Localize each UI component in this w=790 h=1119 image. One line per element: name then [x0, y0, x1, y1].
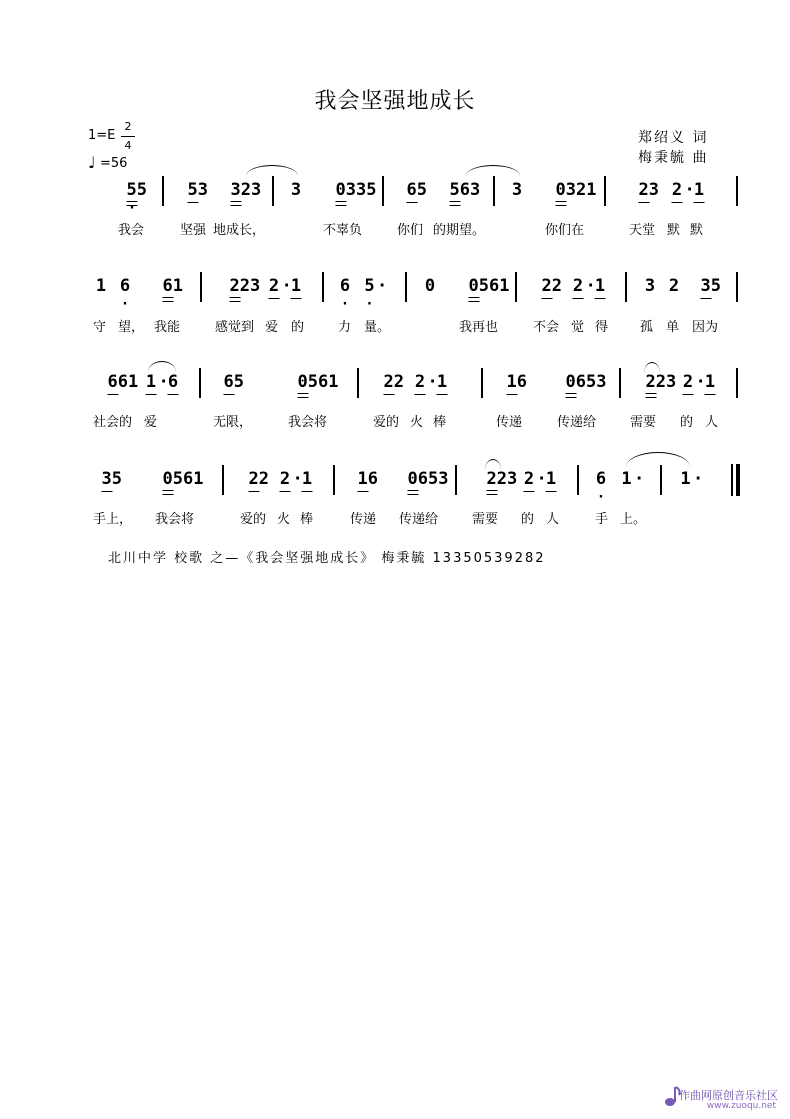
- dot-mark: ·: [634, 469, 645, 489]
- barline: [200, 272, 202, 302]
- barline: [660, 465, 662, 495]
- note: 2: [671, 180, 683, 200]
- barline: [162, 176, 164, 206]
- barline: [736, 368, 738, 398]
- note: 0321: [555, 180, 597, 200]
- lyric: 传递给: [399, 512, 439, 527]
- note: 3: [644, 276, 656, 296]
- lyric: 守: [93, 320, 107, 335]
- time-signature-top: 2: [124, 120, 132, 133]
- note: 1: [545, 469, 557, 489]
- note: 3: [290, 180, 302, 200]
- key-signature: 1=E: [88, 128, 116, 143]
- notes-group: [638, 180, 659, 200]
- note: 1: [436, 372, 448, 392]
- tie-slur: [626, 452, 690, 467]
- note: · 6: [120, 276, 131, 296]
- lyric: 天堂: [629, 223, 656, 238]
- lyric: 你们在: [545, 223, 585, 238]
- note: 1: [95, 276, 107, 296]
- note: 0335: [335, 180, 377, 200]
- tempo-value: =56: [100, 156, 128, 171]
- lyric: 量。: [364, 320, 391, 335]
- notes-pickup: [126, 180, 147, 200]
- note: 1: [290, 276, 302, 296]
- note: 35: [101, 469, 122, 489]
- notes-group: [406, 180, 427, 200]
- note: 1: [145, 372, 157, 392]
- notes-group: [512, 180, 523, 200]
- note: · 55: [127, 180, 138, 200]
- lyric: 需要: [630, 415, 657, 430]
- lyric: 爱: [265, 320, 279, 335]
- lyric: 觉: [571, 320, 585, 335]
- note: 1: [693, 180, 705, 200]
- lyric: 我会: [118, 223, 145, 238]
- note: 0561: [297, 372, 339, 392]
- lyric: 单: [666, 320, 680, 335]
- lyric: 地成长，: [213, 223, 266, 238]
- lyric: 的: [291, 320, 305, 335]
- lyric: 爱: [144, 415, 158, 430]
- lyric: 爱的: [240, 512, 267, 527]
- note: 223: [645, 372, 677, 392]
- lyric: 手上，: [93, 512, 133, 527]
- lyricist-credit: 郑绍义 词: [638, 130, 709, 146]
- note: 223: [229, 276, 261, 296]
- lyric: 默: [690, 223, 704, 238]
- barline: [481, 368, 483, 398]
- time-signature-bottom: 4: [124, 139, 132, 152]
- lyric: 人: [546, 512, 560, 527]
- lyric: 社会的: [93, 415, 133, 430]
- lyric: 我会将: [155, 512, 195, 527]
- note: 1: [680, 469, 691, 489]
- note: 0653: [407, 469, 449, 489]
- dot-mark: ·: [377, 276, 388, 296]
- dot-mark: ·: [585, 276, 596, 296]
- note: 223: [486, 469, 518, 489]
- note: 2: [523, 469, 535, 489]
- final-barline-thick: [736, 464, 740, 496]
- lyric: 火: [277, 512, 291, 527]
- lyric: 传递给: [557, 415, 597, 430]
- time-signature-line: [121, 136, 135, 137]
- barline: [272, 176, 274, 206]
- dot-mark: ·: [695, 372, 706, 392]
- note: 0: [424, 276, 436, 296]
- lyric: 传递: [496, 415, 523, 430]
- lyric: 力: [338, 320, 352, 335]
- note: 6: [167, 372, 179, 392]
- song-title: 我会坚强地成长: [314, 89, 476, 114]
- lyric: 需要: [472, 512, 499, 527]
- final-barline-thin: [731, 464, 733, 496]
- lyric: 的: [521, 512, 535, 527]
- lyric: 不会: [533, 320, 560, 335]
- lyric: 不辜负: [323, 223, 363, 238]
- note: 16: [357, 469, 378, 489]
- note: 3: [511, 180, 523, 200]
- tie-slur: [246, 165, 298, 176]
- barline: [382, 176, 384, 206]
- lyric: 传递: [350, 512, 377, 527]
- note: 563: [449, 180, 481, 200]
- lyric: 我再也: [459, 320, 499, 335]
- lyric: 感觉到: [215, 320, 255, 335]
- barline: [604, 176, 606, 206]
- lyric: 手: [595, 512, 609, 527]
- lyric: 无限，: [213, 415, 253, 430]
- note: 53: [187, 180, 208, 200]
- lyric: 的: [680, 415, 694, 430]
- lyric: 爱的: [373, 415, 400, 430]
- lyric: 棒: [300, 512, 314, 527]
- tie-slur: [466, 165, 520, 176]
- barline: [736, 176, 738, 206]
- dot-mark: ·: [292, 469, 303, 489]
- tie-slur: [148, 361, 176, 372]
- dot-mark: ·: [158, 372, 169, 392]
- notes-group: [335, 180, 377, 200]
- note: 661: [107, 372, 139, 392]
- barline: [577, 465, 579, 495]
- quarter-note-icon: ♩: [88, 153, 96, 172]
- barline: [222, 465, 224, 495]
- note: 65: [223, 372, 244, 392]
- notes-group: [672, 180, 705, 200]
- lyric: 人: [705, 415, 719, 430]
- note: 1: [704, 372, 716, 392]
- note: · 6: [340, 276, 351, 296]
- barline: [357, 368, 359, 398]
- lyric: 你们: [397, 223, 424, 238]
- lyric: 得: [595, 320, 609, 335]
- note: · 5: [364, 276, 375, 296]
- dot-mark: ·: [427, 372, 438, 392]
- barline: [619, 368, 621, 398]
- note: 0561: [162, 469, 204, 489]
- notes-group: [291, 180, 302, 200]
- lyric: 因为: [692, 320, 719, 335]
- barline: [455, 465, 457, 495]
- note: 2: [572, 276, 584, 296]
- note: 1: [621, 469, 632, 489]
- dot-mark: ·: [684, 180, 695, 200]
- lyric: 我能: [154, 320, 181, 335]
- note: 22: [383, 372, 404, 392]
- notes-group: [230, 180, 262, 200]
- note: 65: [406, 180, 427, 200]
- lyric: 孤: [640, 320, 654, 335]
- barline: [333, 465, 335, 495]
- note: · 6: [596, 469, 607, 489]
- notes-group: [555, 180, 597, 200]
- note: 0561: [468, 276, 510, 296]
- lyric: 上。: [620, 512, 647, 527]
- note: 16: [506, 372, 527, 392]
- note: 23: [638, 180, 659, 200]
- note: 2: [682, 372, 694, 392]
- dot-mark: ·: [281, 276, 292, 296]
- site-watermark-url: www.zuoqu.net: [706, 1101, 776, 1111]
- note: 0653: [565, 372, 607, 392]
- lyric: 棒: [433, 415, 447, 430]
- barline: [322, 272, 324, 302]
- note: 323: [230, 180, 262, 200]
- footer-note: 北川中学 校歌 之—《我会坚强地成长》 梅秉毓 13350539282: [108, 551, 546, 566]
- barline: [199, 368, 201, 398]
- dot-mark: ·: [536, 469, 547, 489]
- composer-credit: 梅秉毓 曲: [638, 150, 709, 166]
- note: 22: [541, 276, 562, 296]
- note: 61: [162, 276, 183, 296]
- barline: [405, 272, 407, 302]
- lyric: 望，: [118, 320, 145, 335]
- note: 2: [268, 276, 280, 296]
- lyric: 火: [410, 415, 424, 430]
- barline: [493, 176, 495, 206]
- site-watermark: 作曲网原创音乐社区: [679, 1089, 778, 1102]
- lyric: 我会将: [288, 415, 328, 430]
- barline: [736, 272, 738, 302]
- note: 35: [700, 276, 721, 296]
- note: 2: [668, 276, 680, 296]
- lyric: 坚强: [180, 223, 207, 238]
- lyric: 的期望。: [433, 223, 486, 238]
- notes-group: [187, 180, 208, 200]
- barline: [515, 272, 517, 302]
- dot-mark: ·: [693, 469, 704, 489]
- notes-group: [449, 180, 481, 200]
- note: 22: [248, 469, 269, 489]
- note: 2: [279, 469, 291, 489]
- lyric: 默: [667, 223, 681, 238]
- note: 1: [594, 276, 606, 296]
- note: 2: [414, 372, 426, 392]
- barline: [625, 272, 627, 302]
- note: 1: [301, 469, 313, 489]
